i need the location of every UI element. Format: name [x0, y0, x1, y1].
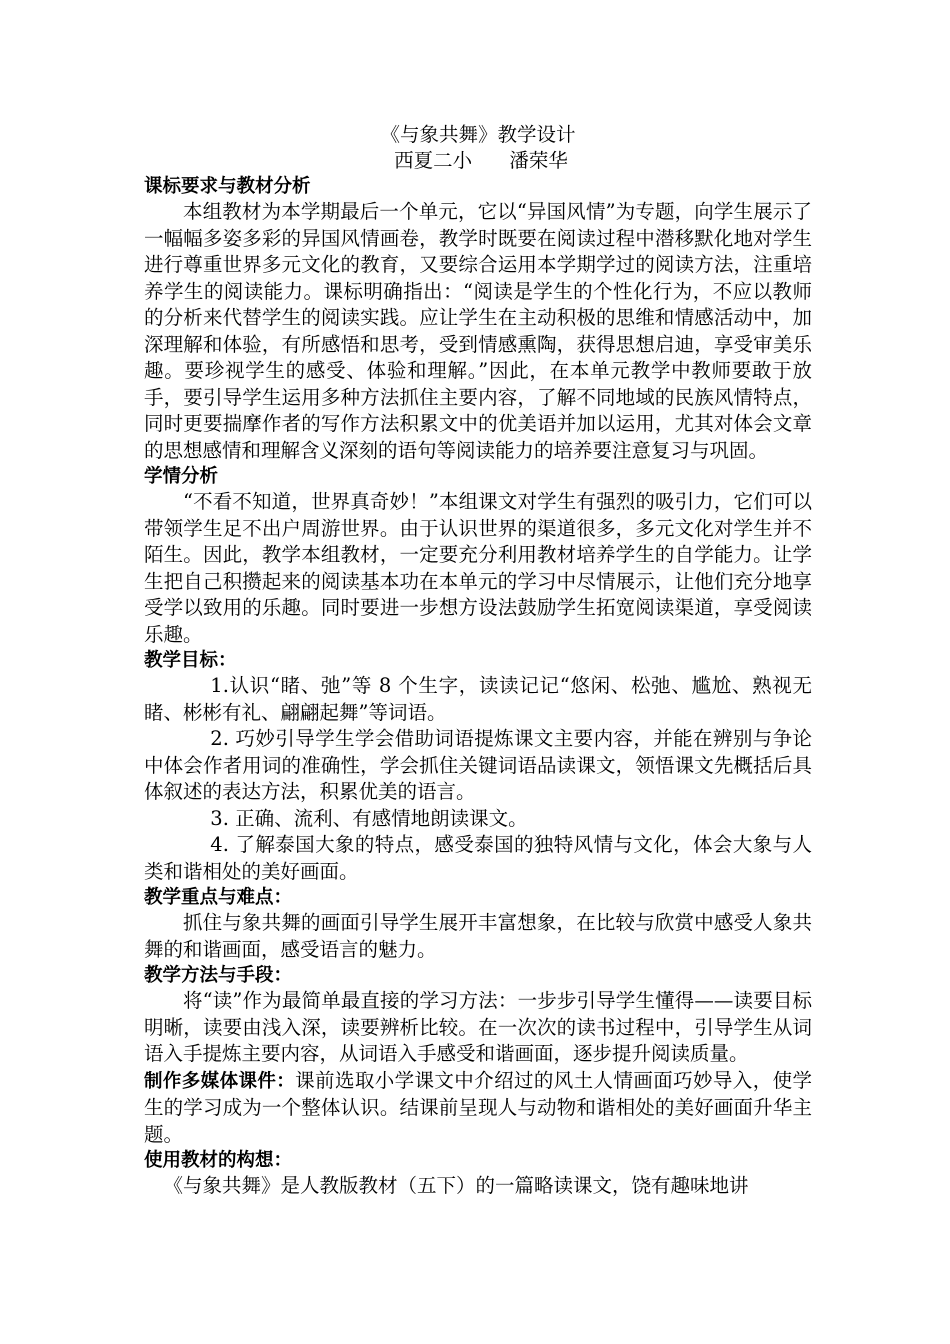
goal-item: 4. 了解泰国大象的特点，感受泰国的独特风情与文化，体会大象与人类和谐相处的美好画面。: [144, 833, 812, 883]
paragraph: 将“读”作为最简单最直接的学习方法：一步步引导学生懂得——读要目标明晰，读要由浅入深，读要辨析比较。在一次次的读书过程中，引导学生从词语入手提炼主要内容，从词语入手感受和谐画面，逐步提升阅读质量。: [144, 989, 812, 1065]
paragraph: “不看不知道，世界真奇妙！”本组课文对学生有强烈的吸引力，它们可以带领学生足不出户周游世界。由于认识世界的渠道很多，多元文化对学生并不陌生。因此，教学本组教材，一定要充分利用教材培养学生的自学能力。让学生把自己积攒起来的阅读基本功在本单元的学习中尽情展示，让他们充分地享受学以致用的乐趣。同时要进一步想方设法鼓励学生拓宽阅读渠道，享受阅读乐趣。: [144, 490, 812, 646]
goal-item: 1.认识“睹、弛”等 8 个生字，读读记记“悠闲、松弛、尴尬、熟视无睹、彬彬有礼、翩翩起舞”等词语。: [144, 674, 812, 724]
section-multimedia: [144, 1068, 812, 1149]
section-heading: 教学重点与难点：: [144, 887, 293, 908]
document-page: [144, 122, 812, 1200]
section-heading: 使用教材的构想：: [144, 1150, 293, 1171]
doc-title: 《与象共舞》教学设计: [380, 123, 576, 146]
section-concept: [144, 1148, 812, 1200]
section-heading: 学情分析: [144, 466, 219, 487]
paragraph: 抓住与象共舞的画面引导学生展开丰富想象，在比较与欣赏中感受人象共舞的和谐画面，感受语言的魅力。: [144, 911, 812, 961]
section-heading: 制作多媒体课件：: [144, 1070, 296, 1092]
goal-item: 3. 正确、流利、有感情地朗读课文。: [210, 806, 528, 830]
paragraph: 课前选取小学课文中介绍过的风土人情画面巧妙导入，使学生的学习成为一个整体认识。结课前呈现人与动物和谐相处的美好画面升华主题。: [144, 1068, 812, 1146]
section-methods: [144, 963, 812, 1068]
doc-author: 西夏二小 潘荣华: [394, 149, 568, 172]
section-heading: 教学方法与手段：: [144, 965, 293, 986]
section-heading: 教学目标：: [144, 650, 237, 671]
section-key-points: [144, 885, 812, 963]
section-learner-analysis: [144, 464, 812, 648]
paragraph: 《与象共舞》是人教版教材（五下）的一篇略读课文，饶有趣味地讲: [163, 1174, 749, 1197]
section-teaching-goals: [144, 648, 812, 885]
section-curriculum: [144, 174, 812, 464]
section-heading: 课标要求与教材分析: [144, 176, 311, 197]
goal-item: 2. 巧妙引导学生学会借助词语提炼课文主要内容，并能在辨别与争论中体会作者用词的准确性，学会抓住关键词语品读课文，领悟课文先概括后具体叙述的表达方法，积累优美的语言。: [144, 727, 812, 803]
paragraph: 本组教材为本学期最后一个单元，它以“异国风情”为专题，向学生展示了一幅幅多姿多彩的异国风情画卷，教学时既要在阅读过程中潜移默化地对学生进行尊重世界多元文化的教育，又要综合运用本学期学过的阅读方法，注重培养学生的阅读能力。课标明确指出：“阅读是学生的个性化行为，不应以教师的分析来代替学生的阅读实践。应让学生在主动积极的思维和情感活动中，加深理解和体验，有所感悟和思考，受到情感熏陶，获得思想启迪，享受审美乐趣。要珍视学生的感受、体验和理解。”因此，在本单元教学中教师要敢于放手，要引导学生运用多种方法抓住主要内容，了解不同地域的民族风情特点，同时更要揣摩作者的写作方法积累文中的优美语并加以运用，尤其对体会文章的思想感情和理解含义深刻的语句等阅读能力的培养要注意复习与巩固。: [144, 200, 812, 462]
